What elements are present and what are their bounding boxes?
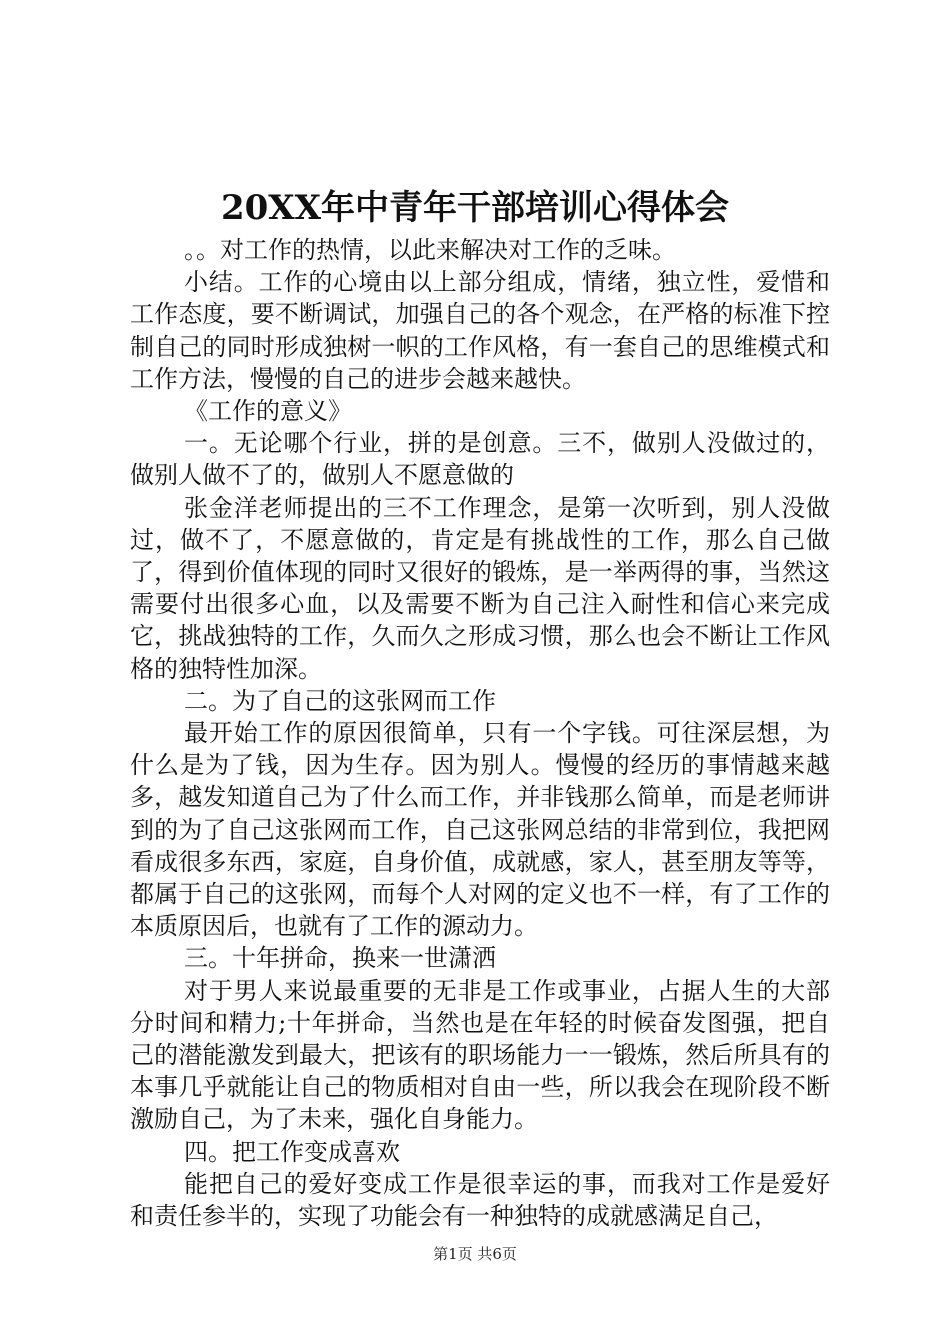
paragraph: 小结。工作的心境由以上部分组成，情绪，独立性，爱惜和工作态度，要不断调试，加强自己的各个观念，在严格的标准下控制自己的同时形成独树一帜的工作风格，有一套自己的思维模式和工作方法，慢慢的自己的进步会越来越快。 bbox=[130, 268, 830, 393]
paragraph: 。。对工作的热情，以此来解决对工作的乏味。 bbox=[184, 236, 676, 264]
document-body bbox=[130, 234, 830, 1232]
page-footer: 第1页 共6页 bbox=[433, 1245, 517, 1263]
section-heading: 三。十年拼命，换来一世潇洒 bbox=[184, 944, 496, 973]
paragraph: 最开始工作的原因很简单，只有一个字钱。可往深层想，为什么是为了钱，因为生存。因为别人。慢慢的经历的事情越来越多，越发知道自己为了什么而工作，并非钱那么简单，而是老师讲到的为了自己这张网而工作，自己这张网总结的非常到位，我把网看成很多东西，家庭，自身价值，成就感，家人，甚至朋友等等，都属于自己的这张网，而每个人对网的定义也不一样，有了工作的本质原因后，也就有了工作的源动力。 bbox=[130, 719, 830, 941]
section-heading: 《工作的意义》 bbox=[184, 397, 352, 426]
section-heading: 四。把工作变成喜欢 bbox=[184, 1137, 400, 1166]
document-title: 20XX年中青年干部培训心得体会 bbox=[220, 188, 730, 228]
paragraph: 对于男人来说最重要的无非是工作或事业，占据人生的大部分时间和精力;十年拼命，当然也是在年轻的时候奋发图强，把自己的潜能激发到最大，把该有的职场能力一一锻炼，然后所具有的本事几乎就能让自己的物质相对自由一些，所以我会在现阶段不断激励自己，为了未来，强化自身能力。 bbox=[130, 976, 830, 1134]
paragraph: 能把自己的爱好变成工作是很幸运的事，而我对工作是爱好和责任参半的，实现了功能会有一种独特的成就感满足自己， bbox=[130, 1169, 830, 1231]
section-heading: 二。为了自己的这张网而工作 bbox=[184, 686, 496, 715]
section-heading: 一。无论哪个行业，拼的是创意。三不，做别人没做过的，做别人做不了的，做别人不愿意做的 bbox=[130, 429, 830, 490]
paragraph: 张金洋老师提出的三不工作理念，是第一次听到，别人没做过，做不了，不愿意做的，肯定是有挑战性的工作，那么自己做了，得到价值体现的同时又很好的锻炼，是一举两得的事，当然这需要付出很多心血，以及需要不断为自己注入耐性和信心来完成它，挑战独特的工作，久而久之形成习惯，那么也会不断让工作风格的独特性加深。 bbox=[130, 493, 830, 683]
